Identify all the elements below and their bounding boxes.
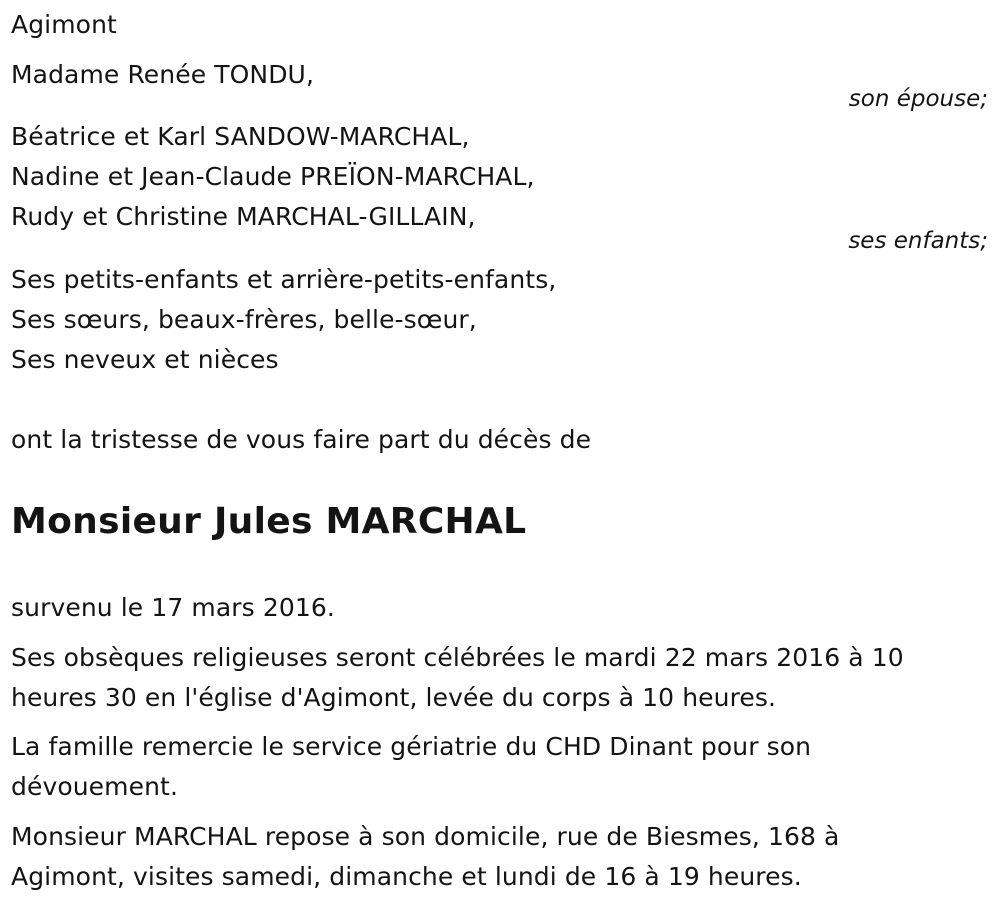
rest-line: Monsieur MARCHAL repose à son domicile, rue de Biesmes, 168 à xyxy=(11,822,840,851)
family-line: Ses petits-enfants et arrière-petits-enfants, xyxy=(11,265,557,294)
child-line: Rudy et Christine MARCHAL-GILLAIN, xyxy=(11,202,476,231)
family-line: Ses sœurs, beaux-frères, belle-sœur, xyxy=(11,305,477,334)
spouse-name: Madame Renée TONDU, xyxy=(11,60,314,89)
children-role: ses enfants; xyxy=(848,228,988,254)
funeral-line: Ses obsèques religieuses seront célébrées le mardi 22 mars 2016 à 10 xyxy=(11,643,904,672)
thanks-line: La famille remercie le service gériatrie du CHD Dinant pour son xyxy=(11,732,812,761)
thanks-line: dévouement. xyxy=(11,772,178,801)
rest-line: Agimont, visites samedi, dimanche et lundi de 16 à 19 heures. xyxy=(11,862,802,891)
child-line: Béatrice et Karl SANDOW-MARCHAL, xyxy=(11,122,470,151)
funeral-line: heures 30 en l'église d'Agimont, levée du corps à 10 heures. xyxy=(11,683,777,712)
child-line: Nadine et Jean-Claude PREÏON-MARCHAL, xyxy=(11,162,535,191)
family-line: Ses neveux et nièces xyxy=(11,345,279,374)
date-line: survenu le 17 mars 2016. xyxy=(11,593,335,622)
spouse-role: son épouse; xyxy=(848,86,988,112)
location-heading: Agimont xyxy=(11,10,117,39)
announcement-text: ont la tristesse de vous faire part du décès de xyxy=(11,425,592,454)
deceased-name: Monsieur Jules MARCHAL xyxy=(11,501,527,542)
